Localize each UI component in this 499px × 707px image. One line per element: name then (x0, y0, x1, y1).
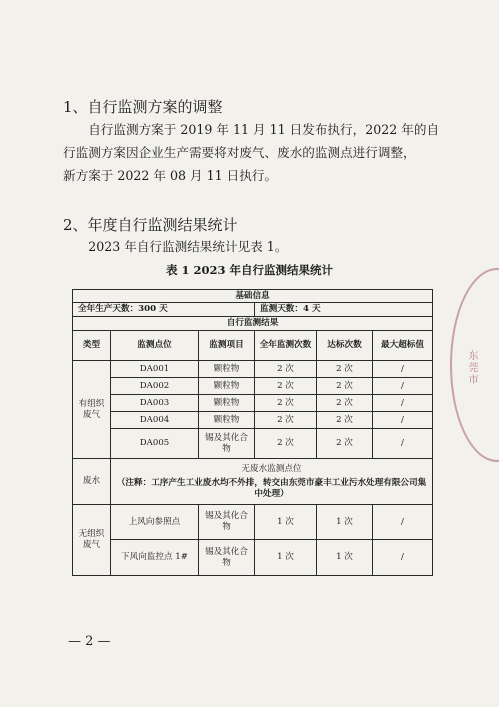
water-note (111, 459, 433, 505)
results-header: 自行监测结果 (73, 317, 433, 331)
item-cell: 颗粒物 (199, 378, 255, 395)
table-row (73, 429, 433, 459)
header-max: 最大超标值 (373, 331, 433, 361)
monitoring-days: 监测天数：4 天 (255, 303, 433, 317)
table-row (73, 395, 433, 412)
table-row (73, 505, 433, 540)
item-cell: 锡及其化合物 (199, 505, 255, 540)
point-cell: DA005 (111, 429, 199, 459)
seal-stamp: 东莞市 (450, 268, 499, 462)
pass-cell: 1 次 (317, 505, 373, 540)
count-cell: 2 次 (255, 395, 317, 412)
pass-cell: 2 次 (317, 412, 373, 429)
item-cell: 锡及其化合物 (199, 540, 255, 576)
max-cell: / (373, 412, 433, 429)
section2-intro: 2023 年自行监测结果统计见表 1。 (88, 239, 288, 254)
max-cell: / (373, 505, 433, 540)
item-cell: 颗粒物 (199, 361, 255, 378)
max-cell: / (373, 540, 433, 576)
monitoring-results-table (72, 289, 433, 576)
point-cell: 下风向监控点 1# (111, 540, 199, 576)
organized-type: 有组织废气 (73, 361, 111, 459)
table-caption: 表 1 2023 年自行监测结果统计 (165, 263, 334, 277)
header-point: 监测点位 (111, 331, 199, 361)
page-number: — 2 — (68, 634, 111, 649)
count-cell: 2 次 (255, 412, 317, 429)
point-cell: DA001 (111, 361, 199, 378)
unorganized-type: 无组织废气 (73, 505, 111, 576)
water-note-title: 无废水监测点位 (241, 463, 302, 474)
header-item: 监测项目 (199, 331, 255, 361)
section2-heading: 2、年度自行监测结果统计 (63, 216, 238, 234)
max-cell: / (373, 361, 433, 378)
table-row (73, 361, 433, 378)
water-note-detail: （注释：工序产生工业废水均不外排，转交由东莞市豪丰工业污水处理有限公司集中处理） (116, 477, 427, 499)
section1-line2: 行监测方案因企业生产需要将对废气、废水的监测点进行调整， (63, 145, 416, 160)
header-count: 全年监测次数 (255, 331, 317, 361)
section1-line1: 自行监测方案于 2019 年 11 月 11 日发布执行，2022 年的自 (88, 122, 440, 137)
max-cell: / (373, 429, 433, 459)
max-cell: / (373, 378, 433, 395)
pass-cell: 2 次 (317, 395, 373, 412)
header-pass: 达标次数 (317, 331, 373, 361)
item-cell: 锡及其化合物 (199, 429, 255, 459)
item-cell: 颗粒物 (199, 412, 255, 429)
table-row (73, 540, 433, 576)
count-cell: 1 次 (255, 505, 317, 540)
basic-info-header: 基础信息 (73, 290, 433, 303)
count-cell: 1 次 (255, 540, 317, 576)
point-cell: DA004 (111, 412, 199, 429)
point-cell: 上风向参照点 (111, 505, 199, 540)
pass-cell: 2 次 (317, 429, 373, 459)
item-cell: 颗粒物 (199, 395, 255, 412)
table-row (73, 412, 433, 429)
pass-cell: 2 次 (317, 361, 373, 378)
section1-line3: 新方案于 2022 年 08 月 11 日执行。 (63, 168, 278, 183)
pass-cell: 2 次 (317, 378, 373, 395)
table-row (73, 459, 433, 505)
point-cell: DA003 (111, 395, 199, 412)
count-cell: 2 次 (255, 429, 317, 459)
pass-cell: 1 次 (317, 540, 373, 576)
count-cell: 2 次 (255, 378, 317, 395)
max-cell: / (373, 395, 433, 412)
point-cell: DA002 (111, 378, 199, 395)
production-days: 全年生产天数：300 天 (73, 303, 255, 317)
count-cell: 2 次 (255, 361, 317, 378)
table-row (73, 378, 433, 395)
water-type: 废水 (73, 459, 111, 505)
section1-heading: 1、自行监测方案的调整 (63, 98, 223, 116)
header-type: 类型 (73, 331, 111, 361)
